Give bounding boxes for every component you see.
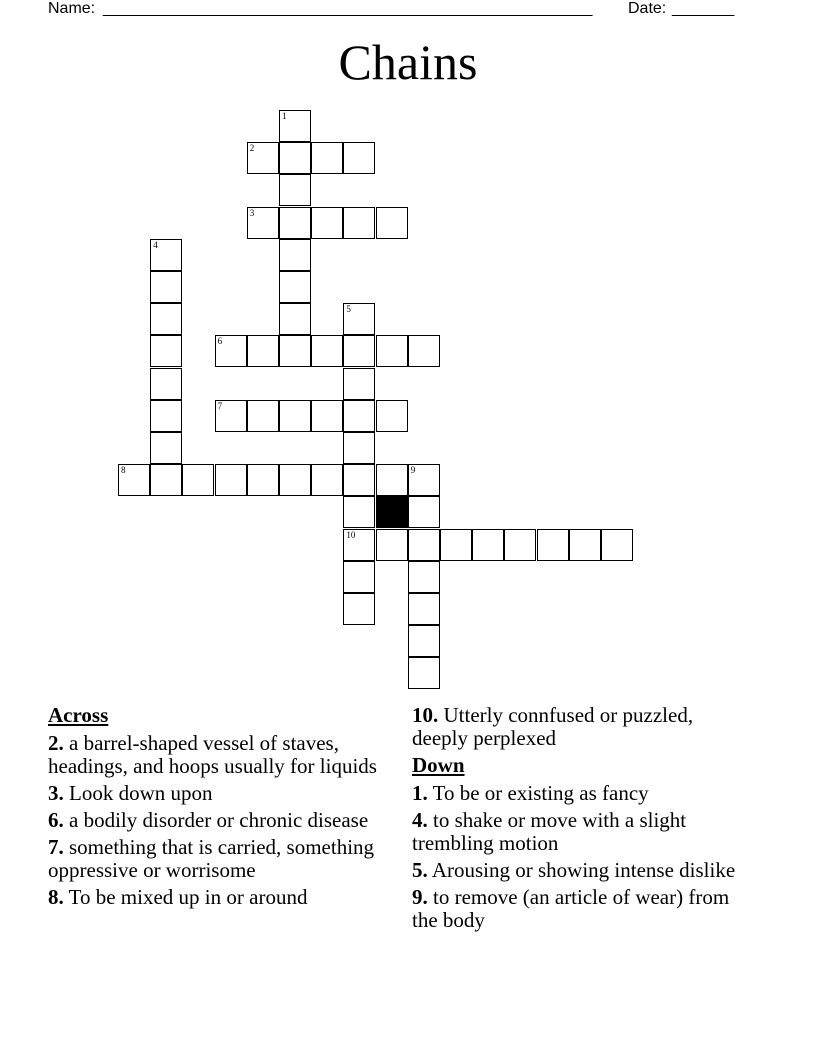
clue-number: 1. <box>412 781 428 805</box>
grid-cell[interactable] <box>279 464 311 496</box>
clue-text: To be mixed up in or around <box>68 885 308 909</box>
clue-number: 10 <box>346 529 356 540</box>
grid-cell[interactable] <box>279 239 311 271</box>
grid-cell[interactable] <box>376 335 408 367</box>
grid-cell[interactable] <box>247 335 279 367</box>
grid-cell[interactable] <box>343 303 375 335</box>
clue-item <box>412 782 752 805</box>
grid-cell[interactable] <box>247 142 279 174</box>
date-label: Date: <box>628 0 667 17</box>
clue-number: 10. <box>412 703 439 727</box>
grid-cell[interactable] <box>279 142 311 174</box>
grid-cell[interactable] <box>247 207 279 239</box>
grid-cell[interactable] <box>408 529 440 561</box>
puzzle-title: Chains <box>338 34 478 90</box>
clue-text: to shake or move with a slight trembling motion <box>412 808 687 855</box>
clue-column-right <box>412 704 752 936</box>
grid-cell[interactable] <box>311 464 343 496</box>
clue-number: 9 <box>410 465 416 476</box>
grid-cell[interactable] <box>182 464 214 496</box>
grid-cell[interactable] <box>279 207 311 239</box>
grid-cell[interactable] <box>408 335 440 367</box>
grid-cell[interactable] <box>279 271 311 303</box>
clue-item <box>412 886 752 932</box>
clue-text: a bodily disorder or chronic disease <box>69 808 369 832</box>
grid-cell[interactable] <box>343 432 375 464</box>
clue-text: To be or existing as fancy <box>432 781 649 805</box>
clue-text: Arousing or showing intense dislike <box>431 858 736 882</box>
clue-number: 8. <box>48 885 64 909</box>
clue-text: something that is carried, something oppressive or worrisome <box>48 835 375 882</box>
grid-cell[interactable] <box>150 239 182 271</box>
clue-number: 6. <box>48 808 64 832</box>
grid-cell[interactable] <box>376 464 408 496</box>
grid-cell[interactable] <box>408 561 440 593</box>
grid-cell[interactable] <box>343 593 375 625</box>
clue-item <box>412 859 752 882</box>
down-heading: Down <box>412 753 465 777</box>
clue-number: 6 <box>217 336 223 347</box>
grid-cell[interactable] <box>150 335 182 367</box>
grid-cell[interactable] <box>279 335 311 367</box>
grid-cell[interactable] <box>279 303 311 335</box>
grid-cell[interactable] <box>376 207 408 239</box>
black-cell <box>376 496 408 528</box>
grid-cell[interactable] <box>343 529 375 561</box>
grid-cell[interactable] <box>343 464 375 496</box>
across-heading: Across <box>48 703 109 727</box>
grid-cell[interactable] <box>150 303 182 335</box>
clue-number: 5 <box>346 304 351 315</box>
grid-cell[interactable] <box>279 400 311 432</box>
grid-cell[interactable] <box>150 368 182 400</box>
grid-cell[interactable] <box>311 142 343 174</box>
grid-cell[interactable] <box>215 400 247 432</box>
clue-number: 7 <box>217 400 223 411</box>
grid-cell[interactable] <box>408 464 440 496</box>
across-clues <box>48 704 398 913</box>
clue-text: to remove (an article of wear) from the body <box>412 885 730 932</box>
grid-cell[interactable] <box>215 464 247 496</box>
grid-cell[interactable] <box>215 335 247 367</box>
clue-number: 2 <box>249 143 255 154</box>
grid-cell[interactable] <box>150 400 182 432</box>
grid-cell[interactable] <box>408 657 440 689</box>
grid-cell[interactable] <box>408 593 440 625</box>
grid-cell[interactable] <box>343 496 375 528</box>
clue-item <box>48 836 398 882</box>
clue-number: 4. <box>412 808 428 832</box>
name-line[interactable]: _______________________________________________________ <box>103 0 593 17</box>
grid-cell[interactable] <box>343 207 375 239</box>
grid-cell[interactable] <box>150 271 182 303</box>
grid-cell[interactable] <box>118 464 150 496</box>
grid-cell[interactable] <box>343 561 375 593</box>
grid-cell[interactable] <box>311 400 343 432</box>
grid-cell[interactable] <box>376 529 408 561</box>
grid-cell[interactable] <box>376 400 408 432</box>
grid-cell[interactable] <box>472 529 504 561</box>
grid-cell[interactable] <box>569 529 601 561</box>
clue-item <box>48 809 398 832</box>
clue-number: 7. <box>48 835 64 859</box>
clue-number: 8 <box>121 465 126 476</box>
clue-text: a barrel-shaped vessel of staves, headings, and hoops usually for liquids <box>48 731 377 778</box>
grid-cell[interactable] <box>343 400 375 432</box>
grid-cell[interactable] <box>601 529 633 561</box>
clue-item <box>412 809 752 855</box>
clue-number: 1 <box>282 111 287 121</box>
grid-cell[interactable] <box>311 335 343 367</box>
grid-cell[interactable] <box>279 174 311 206</box>
clue-item <box>48 886 398 909</box>
grid-cell[interactable] <box>504 529 536 561</box>
clue-number: 5. <box>412 858 428 882</box>
grid-cell[interactable] <box>343 142 375 174</box>
clue-text: Utterly connfused or puzzled, deeply perplexed <box>412 703 694 750</box>
clue-number: 2. <box>48 731 64 755</box>
clue-item <box>48 782 398 805</box>
grid-cell[interactable] <box>343 335 375 367</box>
grid-cell[interactable] <box>150 432 182 464</box>
clue-number: 3. <box>48 781 64 805</box>
header <box>48 0 740 20</box>
grid-cell[interactable] <box>150 464 182 496</box>
clue-item <box>48 732 398 778</box>
grid-cell[interactable] <box>408 496 440 528</box>
grid-cell[interactable] <box>247 464 279 496</box>
grid-cell[interactable] <box>311 207 343 239</box>
grid-cell[interactable] <box>440 529 472 561</box>
grid-cell[interactable] <box>537 529 569 561</box>
clue-number: 3 <box>249 207 255 218</box>
grid-cell[interactable] <box>247 400 279 432</box>
name-label: Name: <box>48 0 96 17</box>
clue-item <box>412 704 752 750</box>
clue-number: 4 <box>153 239 158 250</box>
clue-number: 9. <box>412 885 428 909</box>
date-line[interactable]: _______ <box>672 0 735 17</box>
clue-text: Look down upon <box>69 781 213 805</box>
grid-cell[interactable] <box>343 368 375 400</box>
grid-cell[interactable] <box>408 625 440 657</box>
grid-cell[interactable] <box>279 110 311 142</box>
